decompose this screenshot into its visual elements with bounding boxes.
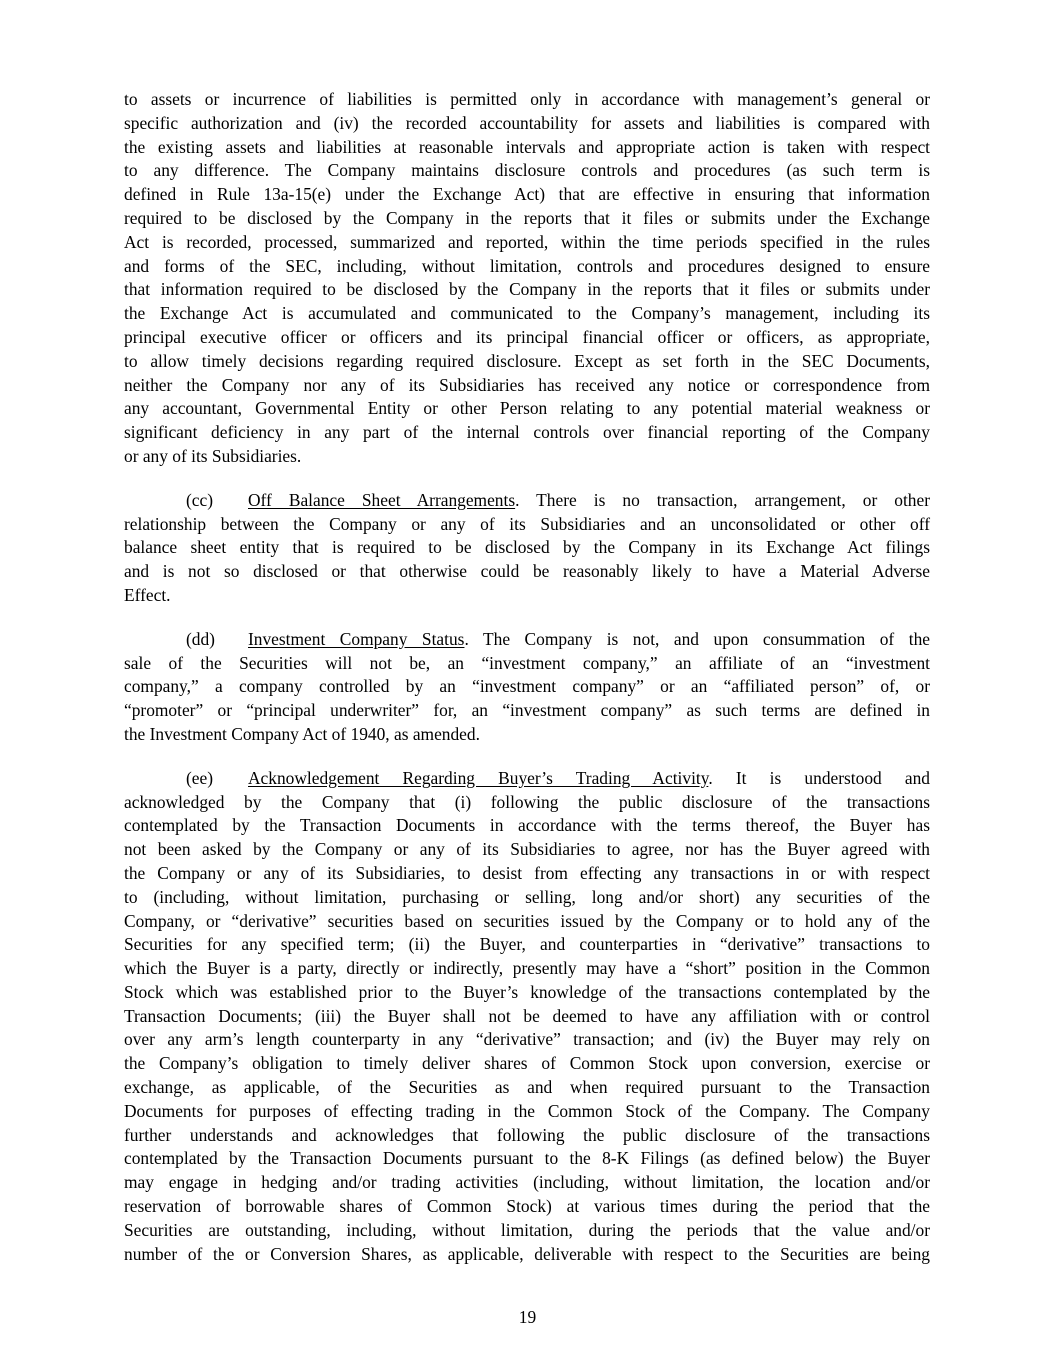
- text-line: to (including, without limitation, purchasing or selling, long and/or short) any securities of the: [124, 886, 930, 907]
- section-first-line: [124, 628, 930, 652]
- section-paragraph: [124, 489, 930, 608]
- text-line: contemplated by the Transaction Documents pursuant to the 8-K Filings (as defined below) the Buyer: [124, 1148, 930, 1169]
- section-label: (ee): [186, 767, 214, 788]
- text-line: company,” a company controlled by an “investment company” or an “affiliated person” of, or: [124, 676, 930, 697]
- text-line: relationship between the Company or any of its Subsidiaries and an unconsolidated or other off: [124, 513, 930, 534]
- text-line: over any arm’s length counterparty in any “derivative” transaction; and (iv) the Buyer may rely on: [124, 1029, 930, 1050]
- text-line: may engage in hedging and/or trading activities (including, without limitation, the location and/or: [124, 1172, 930, 1193]
- section-label: (dd): [186, 628, 215, 649]
- text-line: Act is recorded, processed, summarized and reported, within the time periods specified in the rules: [124, 231, 930, 252]
- text-line: and forms of the SEC, including, without limitation, controls and procedures designed to ensure: [124, 255, 930, 276]
- section-first-line: [124, 767, 930, 791]
- text-line: the Company’s obligation to timely deliver shares of Common Stock upon conversion, exercise or: [124, 1053, 930, 1074]
- text-line: principal executive officer or officers and its principal financial officer or officers, as appropriate,: [124, 326, 930, 347]
- section-first-line-text: . The Company is not, and upon consummation of the: [464, 628, 930, 649]
- text-line: Transaction Documents; (iii) the Buyer shall not be deemed to have any affiliation with or control: [124, 1005, 930, 1026]
- text-line: sale of the Securities will not be, an “investment company,” an affiliate of an “investment: [124, 652, 930, 673]
- text-line: Effect.: [124, 584, 171, 605]
- text-line: not been asked by the Company or any of its Subsidiaries to agree, nor has the Buyer agreed with: [124, 839, 930, 860]
- section-heading: Investment Company Status: [248, 628, 465, 649]
- text-line: the Company or any of its Subsidiaries, to desist from effecting any transactions in or with respect: [124, 862, 930, 883]
- text-line: “promoter” or “principal underwriter” for, an “investment company” as such terms are defined in: [124, 700, 930, 721]
- text-line: to allow timely decisions regarding required disclosure. Except as set forth in the SEC Documents,: [124, 350, 930, 371]
- text-line: Documents for purposes of effecting trading in the Common Stock of the Company. The Company: [124, 1100, 930, 1121]
- text-line: Securities are outstanding, including, without limitation, during the periods that the value and/or: [124, 1219, 930, 1240]
- paragraph: [124, 88, 930, 469]
- text-line: to any difference. The Company maintains disclosure controls and procedures (as such term is: [124, 160, 930, 181]
- text-line: required to be disclosed by the Company in the reports that it files or submits under the Exchange: [124, 207, 930, 228]
- section-label: (cc): [186, 489, 214, 510]
- text-line: exchange, as applicable, of the Securities as and when required pursuant to the Transaction: [124, 1077, 930, 1098]
- text-line: Stock which was established prior to the Buyer’s knowledge of the transactions contemplated by the: [124, 981, 930, 1002]
- text-line: and is not so disclosed or that otherwise could be reasonably likely to have a Material Adverse: [124, 561, 930, 582]
- section-paragraph: [124, 628, 930, 747]
- text-line: the existing assets and liabilities at reasonable intervals and appropriate action is taken with respect: [124, 136, 930, 157]
- text-line: Company, or “derivative” securities based on securities issued by the Company or to hold any of the: [124, 910, 930, 931]
- text-line: reservation of borrowable shares of Common Stock) at various times during the period that the: [124, 1196, 930, 1217]
- document-body: [124, 88, 930, 1286]
- text-line: neither the Company nor any of its Subsidiaries has received any notice or correspondence from: [124, 374, 930, 395]
- text-line: contemplated by the Transaction Documents in accordance with the terms thereof, the Buyer has: [124, 815, 930, 836]
- section-paragraph: [124, 767, 930, 1267]
- text-line: that information required to be disclosed by the Company in the reports that it files or submits under: [124, 279, 930, 300]
- text-line: specific authorization and (iv) the recorded accountability for assets and liabilities is compared with: [124, 112, 930, 133]
- page-number: 19: [518, 1307, 537, 1327]
- text-line: Securities for any specified term; (ii) the Buyer, and counterparties in “derivative” transactions to: [124, 934, 930, 955]
- text-line: which the Buyer is a party, directly or indirectly, presently may have a “short” position in the Common: [124, 958, 930, 979]
- text-line: or any of its Subsidiaries.: [124, 445, 302, 466]
- section-first-line-text: . It is understood and: [708, 767, 930, 788]
- text-line: defined in Rule 13a-15(e) under the Exchange Act) that are effective in ensuring that information: [124, 184, 930, 205]
- text-line: to assets or incurrence of liabilities is permitted only in accordance with management’s general or: [124, 89, 930, 109]
- text-line: any accountant, Governmental Entity or other Person relating to any potential material weakness or: [124, 398, 930, 419]
- text-line: further understands and acknowledges that following the public disclosure of the transactions: [124, 1124, 930, 1145]
- section-first-line-text: . There is no transaction, arrangement, or other: [515, 489, 930, 510]
- section-heading: Off Balance Sheet Arrangements: [248, 489, 516, 510]
- section-heading: Acknowledgement Regarding Buyer’s Trading Activity: [248, 767, 709, 788]
- text-line: the Investment Company Act of 1940, as amended.: [124, 723, 480, 744]
- text-line: number of the or Conversion Shares, as applicable, deliverable with respect to the Securities are being: [124, 1243, 930, 1264]
- section-first-line: [124, 489, 930, 513]
- text-line: significant deficiency in any part of the internal controls over financial reporting of the Company: [124, 422, 930, 443]
- text-line: balance sheet entity that is required to be disclosed by the Company in its Exchange Act filings: [124, 537, 930, 558]
- text-line: acknowledged by the Company that (i) following the public disclosure of the transactions: [124, 791, 930, 812]
- text-line: the Exchange Act is accumulated and communicated to the Company’s management, including its: [124, 303, 930, 324]
